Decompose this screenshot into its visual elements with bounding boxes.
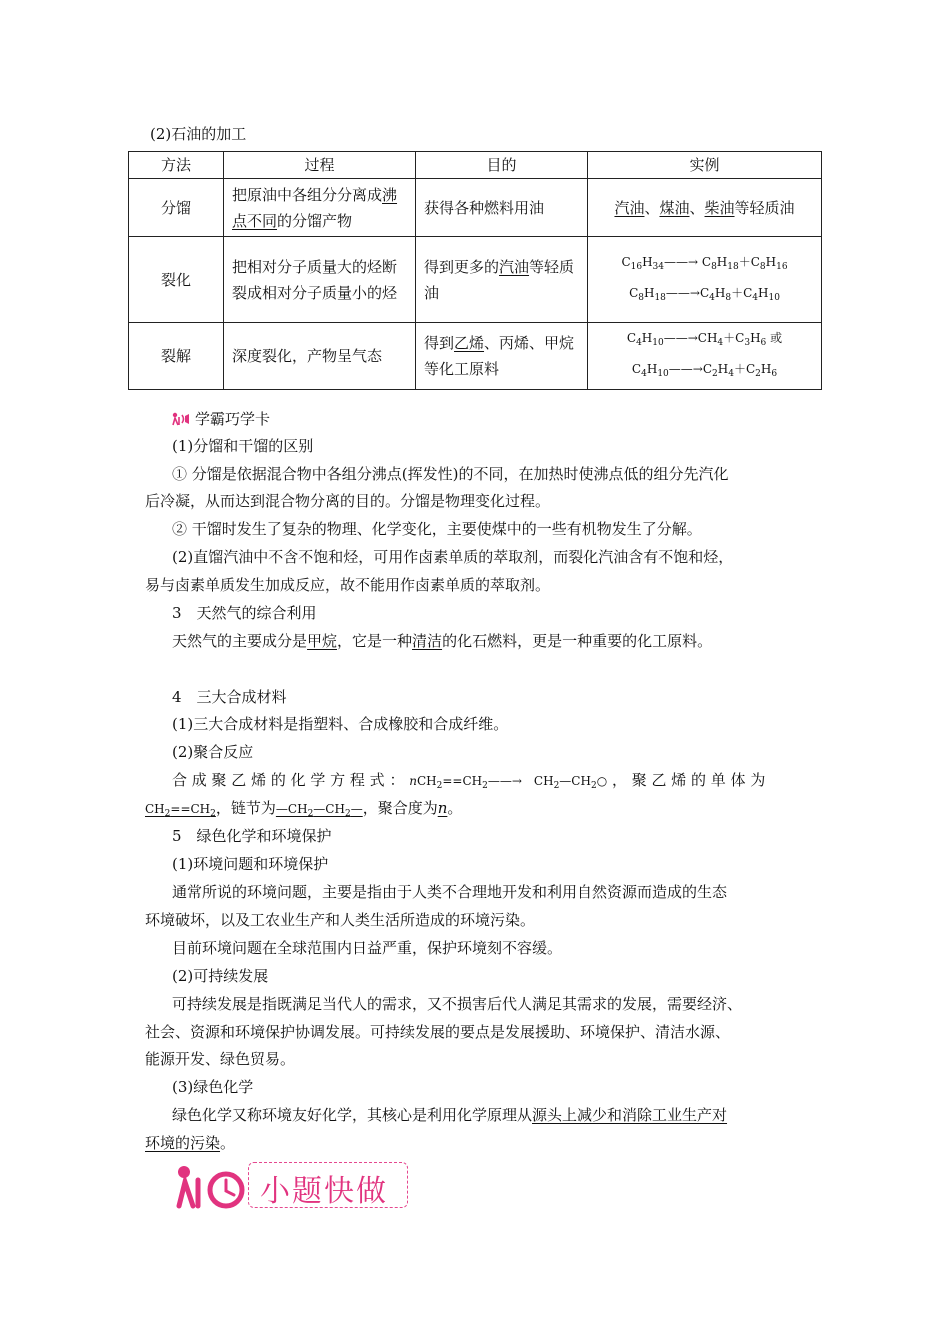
method-cell: 裂化 — [129, 237, 224, 323]
section-5-p1-line3: 目前环境问题在全球范围内日益严重，保护环境刻不容缓。 — [172, 939, 563, 957]
purpose-cell: 得到更多的汽油等轻质油 — [416, 237, 588, 323]
quick-practice-banner — [176, 1160, 411, 1212]
card-point-2-line2: 易与卤素单质发生加成反应，故不能用作卤素单质的萃取剂。 — [145, 576, 551, 594]
example-cell — [588, 237, 822, 323]
section-5-p3-line2: 环境的污染。 — [145, 1134, 236, 1152]
example-cell: 汽油、煤油、柴油等轻质油 — [588, 179, 822, 237]
section-title-oil-processing: (2)石油的加工 — [150, 125, 247, 143]
table-row — [129, 179, 822, 237]
study-card-title: 学霸巧学卡 — [172, 409, 270, 429]
card-point-1b: ② 干馏时发生了复杂的物理、化学变化，主要使煤中的一些有机物发生了分解。 — [172, 520, 702, 538]
section-5-p1-line2: 环境破坏，以及工农业生产和人类生活所造成的环境污染。 — [145, 911, 536, 929]
purpose-cell: 获得各种燃料用油 — [416, 179, 588, 237]
card-point-2-line1: (2)直馏汽油中不含不饱和烃，可用作卤素单质的萃取剂，而裂化汽油含有不饱和烃， — [172, 548, 734, 566]
section-5-p3-line1: 绿色化学又称环境友好化学，其核心是利用化学原理从源头上减少和消除工业生产对 — [172, 1106, 728, 1124]
equation-line: $C_4H_{10}——\to C_2H_4+C_2H_6$ — [631, 362, 778, 379]
section-5-heading: 5 绿色化学和环境保护 — [172, 827, 332, 845]
chain-unit-formula: $—CH_2—CH_2—$ — [275, 802, 363, 819]
polyethylene-equation: $nCH_2==CH_2——\to$ $CH_2—CH_2○$ — [409, 774, 608, 791]
table-header-row — [129, 152, 822, 179]
section-5-point-3-title: (3)绿色化学 — [172, 1078, 254, 1096]
table-row — [129, 237, 822, 323]
equation-line: $C_{16}H_{34}——\to C_8H_{18}+C_8H_{16}$ — [621, 254, 788, 272]
method-cell: 裂解 — [129, 323, 224, 390]
card-point-1-title: (1)分馏和干馏的区别 — [172, 437, 314, 455]
section-4-heading: 4 三大合成材料 — [172, 688, 287, 706]
header-example: 实例 — [588, 152, 822, 179]
equation-line: $C_4H_{10}——\to CH_4+C_3H_6$ 或 — [626, 331, 783, 348]
header-method: 方法 — [129, 152, 224, 179]
section-3-heading: 3 天然气的综合利用 — [172, 604, 317, 622]
quick-practice-icon — [176, 1162, 250, 1210]
section-5-p2-line2: 社会、资源和环境保护协调发展。可持续发展的要点是发展援助、环境保护、清洁水源、 — [145, 1023, 731, 1041]
polymerization-line-1: 合 成 聚 乙 烯 的 化 学 方 程 式 ： $nCH_2==CH_2——\to$ $CH_2—CH_2○$ ， 聚 乙 烯 的 单 体 为 — [172, 771, 766, 791]
oil-processing-table — [128, 151, 822, 390]
section-5-point-1-title: (1)环境问题和环境保护 — [172, 855, 329, 873]
purpose-cell: 得到乙烯、丙烯、甲烷等化工原料 — [416, 323, 588, 390]
study-card-icon — [172, 412, 192, 426]
polymerization-line-2: $CH_2==CH_2$，链节为$—CH_2—CH_2—$，聚合度为n。 — [145, 799, 463, 819]
card-point-1a-line1: ① 分馏是依据混合物中各组分沸点(挥发性)的不同，在加热时使沸点低的组分先汽化 — [172, 465, 729, 483]
header-purpose: 目的 — [416, 152, 588, 179]
section-5-p2-line1: 可持续发展是指既满足当代人的需求，又不损害后代人满足其需求的发展，需要经济、 — [172, 995, 743, 1013]
table-row — [129, 323, 822, 390]
section-5-point-2-title: (2)可持续发展 — [172, 967, 269, 985]
example-cell — [588, 323, 822, 390]
monomer-formula: $CH_2==CH_2$ — [145, 802, 216, 819]
equation-line: $C_8H_{18}——\to C_4H_8+C_4H_{10}$ — [629, 285, 780, 303]
card-point-1a-line2: 后冷凝，从而达到混合物分离的目的。分馏是物理变化过程。 — [145, 492, 551, 510]
process-cell: 深度裂化，产物呈气态 — [224, 323, 416, 390]
process-cell: 把相对分子质量大的烃断裂成相对分子质量小的烃 — [224, 237, 416, 323]
header-process: 过程 — [224, 152, 416, 179]
section-4-point-1: (1)三大合成材料是指塑料、合成橡胶和合成纤维。 — [172, 715, 509, 733]
banner-title: 小题快做 — [260, 1174, 388, 1209]
section-5-p2-line3: 能源开发、绿色贸易。 — [145, 1050, 296, 1068]
section-5-p1-line1: 通常所说的环境问题，主要是指由于人类不合理地开发和利用自然资源而造成的生态 — [172, 883, 728, 901]
section-4-point-2-title: (2)聚合反应 — [172, 743, 254, 761]
section-3-text: 天然气的主要成分是甲烷，它是一种清洁的化石燃料，更是一种重要的化工原料。 — [172, 632, 713, 650]
method-cell: 分馏 — [129, 179, 224, 237]
process-cell: 把原油中各组分分离成沸点不同的分馏产物 — [224, 179, 416, 237]
